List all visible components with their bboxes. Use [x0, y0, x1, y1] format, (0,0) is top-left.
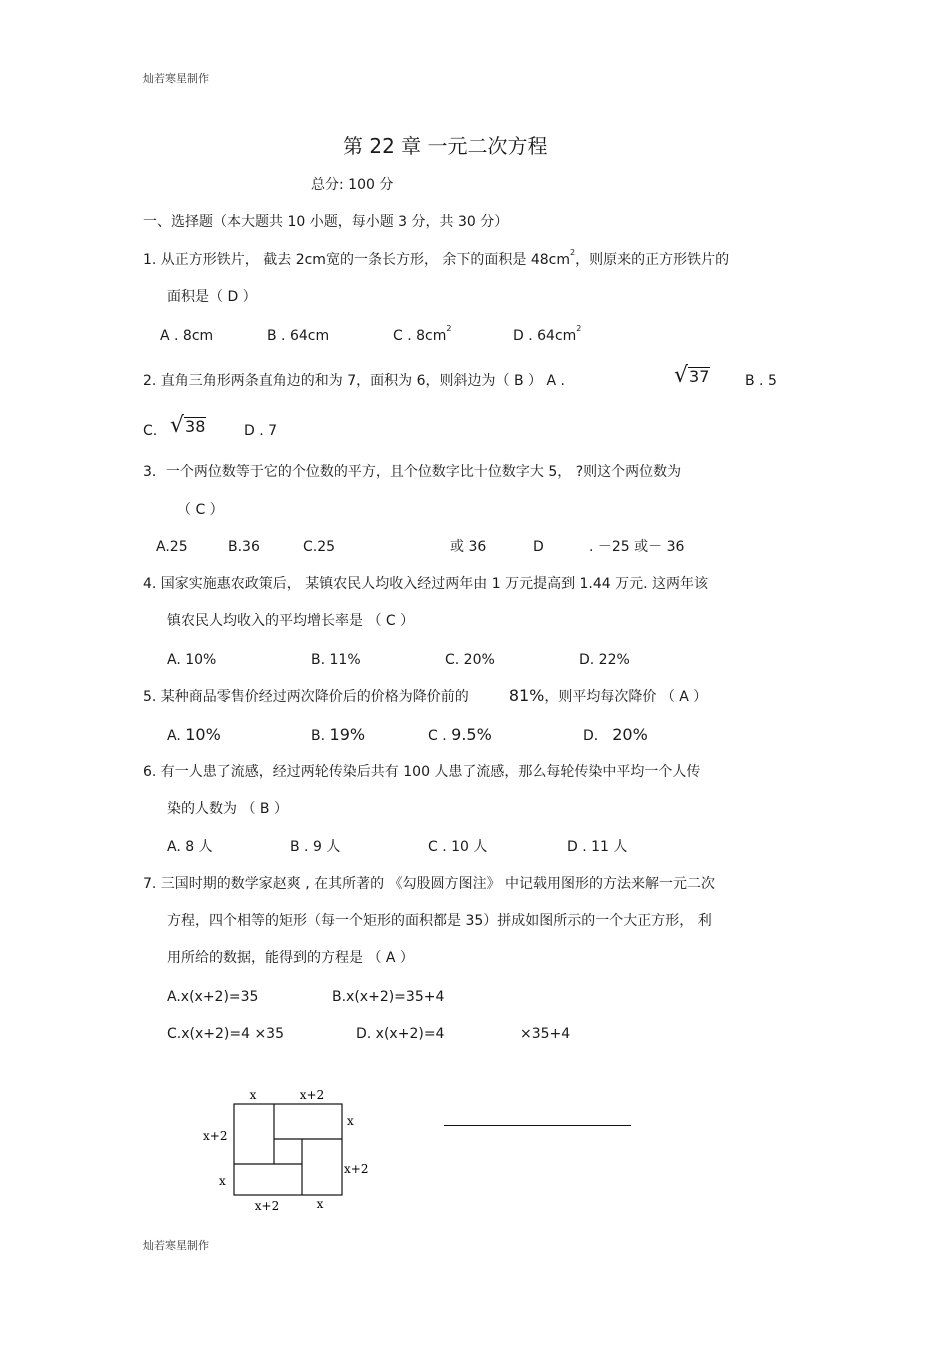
question-3: 3．一个两位数等于它的个位数的平方，且个位数字比十位数字大 5， ?则这个两位数为 [143, 464, 682, 480]
question-7: 7. 三国时期的数学家赵爽 , 在其所著的 《勾股圆方图注》 中记载用图形的方法来解一元二次 [143, 876, 716, 892]
sqrt-symbol: √ [674, 363, 689, 388]
q6-option-d: D . 11 人 [567, 839, 628, 855]
section-heading: 一、选择题（本大题共 10 小题，每小题 3 分，共 30 分） [143, 214, 509, 230]
fig-label-left-x: x [219, 1174, 226, 1188]
sqrt-symbol: √ [170, 413, 185, 438]
fig-label-top-x: x [249, 1088, 257, 1102]
q1-option-c [393, 324, 452, 347]
outer-square [234, 1104, 342, 1195]
q5-option-c-label: C . [428, 728, 447, 744]
q3-option-d: D [533, 539, 544, 555]
divider-line [444, 1125, 631, 1126]
q4-option-c: C. 20% [445, 652, 495, 668]
q7-option-c: C.x(x+2)=4 ×35 [167, 1026, 284, 1042]
q7-line3: 用所给的数据，能得到的方程是 （ A ） [167, 950, 414, 966]
q7-line2: 方程，四个相等的矩形（每一个矩形的面积都是 35）拼成如图所示的一个大正方形， 利 [167, 913, 712, 929]
q7-option-d-cont: ×35+4 [520, 1026, 571, 1042]
square-figure [195, 1082, 385, 1217]
total-score: 总分: 100 分 [311, 177, 394, 193]
fig-label-left-x2: x+2 [203, 1129, 228, 1143]
question-4: 4. 国家实施惠农政策后， 某镇农民人均收入经过两年由 1 万元提高到 1.44 万元. 这两年该 [143, 576, 709, 592]
question-6: 6. 有一人患了流感，经过两轮传染后共有 100 人患了流感，那么每轮传染中平均一个人传 [143, 764, 701, 780]
page-header: 灿若寒星制作 [143, 72, 209, 85]
q5-text-b: ，则平均每次降价 （ A ） [544, 689, 708, 705]
q3-line2: （ C ） [177, 502, 224, 518]
q1-text-b: ，则原来的正方形铁片的 [575, 252, 730, 268]
q5-option-a-value: 10% [185, 725, 221, 744]
question-5 [143, 687, 707, 706]
q5-option-a-label: A. [167, 728, 181, 744]
q2-option-b: B . 5 [745, 373, 777, 389]
q7-option-d: D. x(x+2)=4 [356, 1026, 445, 1042]
q7-option-a: A.x(x+2)=35 [167, 989, 259, 1005]
q3-option-d-cont: . －25 或－ 36 [589, 539, 685, 555]
q2-radicand-c: 38 [185, 417, 206, 436]
q6-option-b: B . 9 人 [290, 839, 341, 855]
q4-line2: 镇农民人均收入的平均增长率是 （ C ） [167, 613, 415, 629]
q3-option-c-cont: 或 36 [450, 539, 487, 555]
q3-option-a: A.25 [156, 539, 188, 555]
q7-option-b: B.x(x+2)=35+4 [332, 989, 445, 1005]
q2-option-a-radical [674, 363, 710, 388]
q4-option-b: B. 11% [311, 652, 361, 668]
q1-option-c-text: C . 8cm [393, 328, 447, 344]
q2-option-d: D . 7 [244, 423, 278, 439]
question-2: 2. 直角三角形两条直角边的和为 7，面积为 6，则斜边为（ B ） A . [143, 373, 565, 389]
fig-label-right-x: x [347, 1114, 354, 1128]
q6-option-c: C . 10 人 [428, 839, 488, 855]
q2-radicand-a: 37 [689, 367, 710, 386]
question-1 [143, 248, 730, 271]
q5-option-c-value: 9.5% [451, 725, 492, 744]
q5-option-d-value: 20% [612, 725, 648, 744]
q5-option-d [583, 726, 648, 745]
q5-option-b [311, 726, 365, 745]
page-title: 第 22 章 一元二次方程 [343, 134, 548, 158]
q1-option-d [513, 324, 582, 347]
q2-option-c-radical [170, 413, 206, 438]
fig-label-bottom-x2: x+2 [254, 1199, 280, 1213]
q1-text: 1. 从正方形铁片， 截去 2cm宽的一条长方形， 余下的面积是 48cm [143, 252, 570, 268]
q5-option-c [428, 726, 492, 745]
q5-option-b-value: 19% [329, 725, 366, 744]
q3-option-c: C.25 [303, 539, 336, 555]
q1-option-b: B . 64cm [267, 328, 330, 344]
q5-option-a [167, 726, 221, 745]
q1-option-c-sup: 2 [446, 324, 452, 333]
q4-option-a: A. 10% [167, 652, 217, 668]
page-footer: 灿若寒星制作 [143, 1239, 209, 1252]
q5-percent: 81% [508, 686, 545, 705]
fig-label-top-x2: x+2 [299, 1088, 325, 1102]
q5-option-d-label: D． [583, 728, 608, 744]
q6-option-a: A. 8 人 [167, 839, 213, 855]
fig-label-bottom-x: x [316, 1197, 324, 1211]
q3-option-b: B.36 [228, 539, 260, 555]
q1-option-d-sup: 2 [576, 324, 582, 333]
q2-option-c-label: C. [143, 423, 158, 439]
q1-option-a: A . 8cm [160, 328, 214, 344]
q1-sup: 2 [570, 248, 576, 257]
q5-option-b-label: B. [311, 728, 326, 744]
fig-label-right-x2: x+2 [344, 1162, 369, 1176]
q5-text: 5. 某种商品零售价经过两次降价后的价格为降价前的 [143, 689, 469, 705]
q1-option-d-text: D . 64cm [513, 328, 577, 344]
q6-line2: 染的人数为 （ B ） [167, 801, 288, 817]
q1-line2: 面积是（ D ） [167, 289, 257, 305]
q4-option-d: D. 22% [579, 652, 630, 668]
